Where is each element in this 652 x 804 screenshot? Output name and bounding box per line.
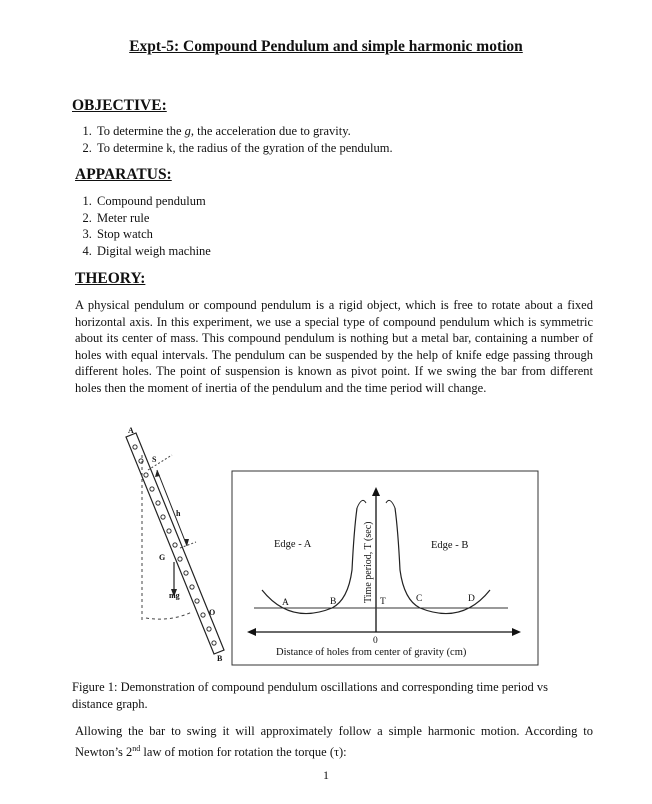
ordinal-superscript: nd (132, 744, 141, 753)
label-mg: mg (169, 591, 180, 600)
y-axis-label: Time period, T (sec) (363, 521, 374, 603)
list-item: 2. To determine k, the radius of the gyration of the pendulum. (95, 140, 393, 157)
label-o: O (209, 608, 216, 617)
point-a-label: A (282, 598, 289, 608)
body-paragraph (75, 722, 593, 761)
body-text-intro: Allowing the bar to swing it will approximately follow a simple harmonic motion. According to Newton’s 2 (75, 724, 593, 760)
label-a: A (128, 426, 134, 435)
point-d-label: D (468, 594, 475, 604)
label-b: B (217, 654, 223, 663)
origin-label: 0 (373, 636, 378, 646)
list-item: 1. Compound pendulum (95, 193, 211, 210)
list-item: 2. Meter rule (95, 210, 211, 227)
edge-b-label: Edge - B (431, 540, 469, 551)
pendulum-bar (126, 433, 224, 654)
theory-heading: THEORY: (75, 270, 146, 287)
list-item: 4. Digital weigh machine (95, 243, 211, 260)
point-t-label: T (380, 597, 386, 607)
label-h: h (176, 509, 181, 518)
figure-caption: Figure 1: Demonstration of compound pendulum oscillations and corresponding time period vs distance graph. (72, 680, 548, 711)
edge-a-label: Edge - A (274, 539, 312, 550)
objective-heading: OBJECTIVE: (72, 97, 167, 114)
list-item: 1. To determine the g, the acceleration due to gravity. (95, 123, 393, 140)
graph-frame (232, 471, 538, 665)
point-c-label: C (416, 594, 423, 604)
swing-arc (146, 612, 192, 619)
apparatus-heading: APPARATUS: (75, 166, 172, 183)
page-number: 1 (323, 768, 329, 782)
label-g: G (159, 553, 166, 562)
x-axis-label: Distance of holes from center of gravity (cm) (276, 647, 467, 658)
list-item: 3. Stop watch (95, 226, 211, 243)
h-arrowhead-top (155, 470, 160, 477)
body-text-rest: law of motion for rotation the torque (τ): (140, 745, 347, 760)
label-s: S (152, 455, 157, 464)
theory-paragraph: A physical pendulum or compound pendulum is a rigid object, which is free to rotate about a fixed horizontal axis. In this experiment, we use a special type of compound pendulum which is symmetric about its center of mass. This compound pendulum is nothing but a metal bar, containing a number of holes with equal intervals. The pendulum can be suspended by the help of knife edge passing through different holes. The point of suspension is known as pivot point. If we swing the bar from different holes then the moment of inertia of the pendulum and the time period will change. (75, 298, 593, 395)
page-title: Expt-5: Compound Pendulum and simple harmonic motion (129, 38, 523, 55)
point-b-label: B (330, 597, 337, 607)
